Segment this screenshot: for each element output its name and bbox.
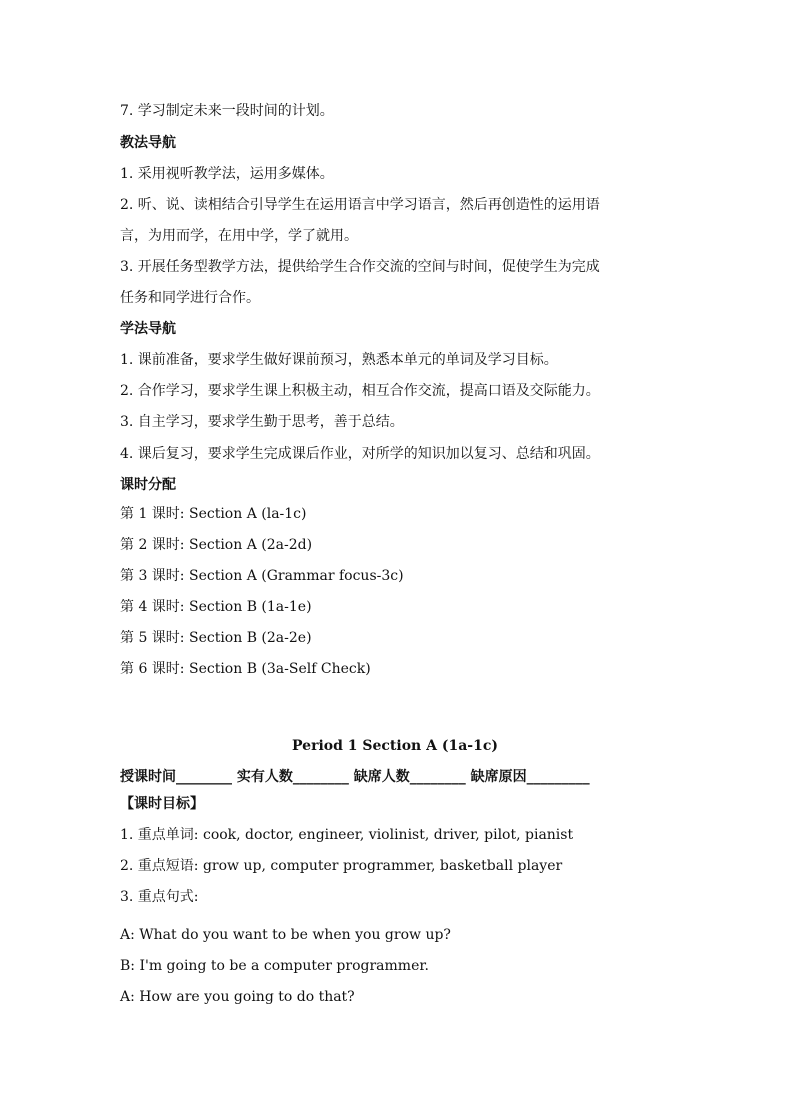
period-6: 第 6 课时: Section B (3a-Self Check)	[120, 661, 371, 677]
objective-7: 7. 学习制定未来一段时间的计划。	[120, 103, 334, 119]
attendance-line: 授课时间________ 实有人数________ 缺席人数________ 缺席原因_________	[120, 769, 590, 785]
teaching-method-1: 1. 采用视听教学法，运用多媒体。	[120, 166, 334, 182]
teaching-method-3-line2: 任务和同学进行合作。	[120, 290, 260, 306]
learning-method-1: 1. 课前准备，要求学生做好课前预习，熟悉本单元的单词及学习目标。	[120, 352, 558, 368]
teaching-method-2-line2: 言，为用而学，在用中学，学了就用。	[120, 228, 358, 244]
key-phrases: 2. 重点短语: grow up, computer programmer, basketball player	[120, 858, 563, 874]
learning-method-4: 4. 课后复习，要求学生完成课后作业，对所学的知识加以复习、总结和巩固。	[120, 446, 600, 462]
heading-period-allocation: 课时分配	[120, 477, 176, 493]
teaching-method-2-line1: 2. 听、说、读相结合引导学生在运用语言中学习语言，然后再创造性的运用语	[120, 197, 600, 213]
heading-lesson-objectives: 【课时目标】	[120, 796, 204, 812]
dialogue-a-1: A: What do you want to be when you grow up?	[120, 927, 451, 943]
teaching-method-3-line1: 3. 开展任务型教学方法，提供给学生合作交流的空间与时间，促使学生为完成	[120, 259, 600, 275]
key-sentences-label: 3. 重点句式:	[120, 889, 199, 905]
heading-learning-methods: 学法导航	[120, 321, 176, 337]
period-3: 第 3 课时: Section A (Grammar focus-3c)	[120, 568, 404, 584]
period-title: Period 1 Section A (1a-1c)	[292, 738, 498, 754]
key-words: 1. 重点单词: cook, doctor, engineer, violinist, driver, pilot, pianist	[120, 827, 574, 843]
learning-method-3: 3. 自主学习，要求学生勤于思考，善于总结。	[120, 414, 404, 430]
period-1: 第 1 课时: Section A (la-1c)	[120, 506, 307, 522]
period-4: 第 4 课时: Section B (1a-1e)	[120, 599, 312, 615]
heading-teaching-methods: 教法导航	[120, 135, 176, 151]
period-2: 第 2 课时: Section A (2a-2d)	[120, 537, 313, 553]
dialogue-a-2: A: How are you going to do that?	[120, 989, 355, 1005]
dialogue-b-1: B: I'm going to be a computer programmer.	[120, 958, 429, 974]
learning-method-2: 2. 合作学习，要求学生课上积极主动，相互合作交流，提高口语及交际能力。	[120, 383, 600, 399]
period-5: 第 5 课时: Section B (2a-2e)	[120, 630, 312, 646]
